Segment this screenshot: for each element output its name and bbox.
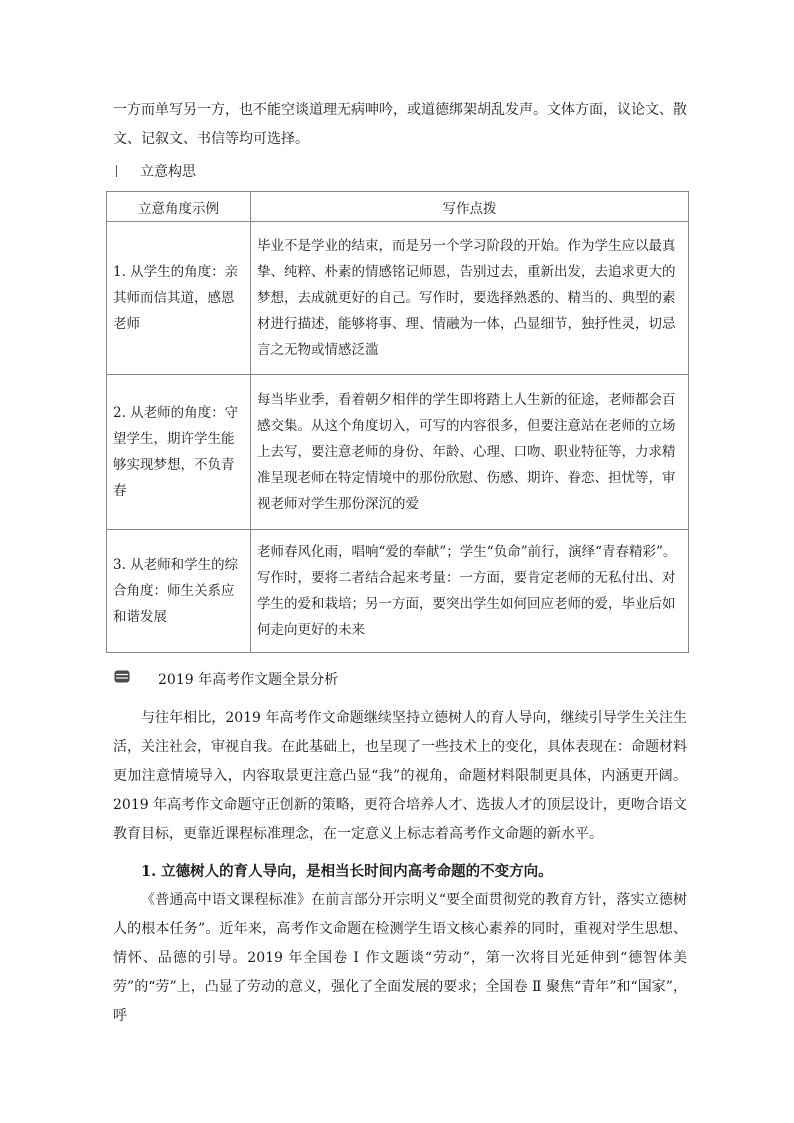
section-marker bbox=[116, 165, 117, 177]
analysis-paragraph-2: 《普通高中语文课程标准》在前言部分开宗明义“要全面贯彻党的教育方针，落实立德树人的根本任务”。近年来，高考作文命题在检测学生语文核心素养的同时，重视对学生思想、情怀、品德的引导。2019 年全国卷 Ⅰ 作文题谈“劳动”，第一次将目光延伸到“德智体美劳”的“劳”上，凸显了劳动的意义，强化了全面发展的要求；全国卷 Ⅱ 聚焦“青年”和“国家”，呼 bbox=[113, 892, 687, 1024]
table-header-tip: 写作点拨 bbox=[251, 192, 689, 222]
table-row bbox=[107, 530, 689, 653]
intro-paragraph: 一方而单写另一方，也不能空谈道理无病呻吟，或道德绑架胡乱发声。文体方面，议论文、散文、记叙文、书信等均可选择。 bbox=[113, 102, 687, 147]
concept-table bbox=[106, 191, 689, 653]
table-row bbox=[107, 375, 689, 530]
table-cell-tip: 每当毕业季，看着朝夕相伴的学生即将踏上人生新的征途，老师都会百感交集。从这个角度切入，可写的内容很多，但要注意站在老师的立场上去写，要注意老师的身份、年龄、心理、口吻、职业特征等，力求精准呈现老师在特定情境中的那份欣慰、伤感、期许、眷恋、担忧等，审视老师对学生那份深沉的爱 bbox=[251, 375, 689, 530]
analysis-title: 2019 年高考作文题全景分析 bbox=[158, 672, 339, 688]
table-row bbox=[107, 222, 689, 375]
analysis-heading: 1. 立德树人的育人导向，是相当长时间内高考命题的不变方向。 bbox=[141, 863, 553, 880]
table-cell-tip: 老师春风化雨，唱响“爱的奉献”；学生“负命”前行，演绎“青春精彩”。写作时，要将二者结合起来考量：一方面，要肯定老师的无私付出、对学生的爱和栽培；另一方面，要突出学生如何回应老师的爱，毕业后如何走向更好的未来 bbox=[251, 530, 689, 653]
table-cell-angle: 2. 从老师的角度：守望学生，期许学生能够实现梦想，不负青春 bbox=[107, 375, 251, 530]
table-cell-angle: 3. 从老师和学生的综合角度：师生关系应和谐发展 bbox=[107, 530, 251, 653]
table-header-angle: 立意角度示例 bbox=[107, 192, 251, 222]
table-cell-angle: 1. 从学生的角度：亲其师而信其道，感恩老师 bbox=[107, 222, 251, 375]
book-icon bbox=[114, 670, 130, 683]
concept-section-title: 立意构思 bbox=[140, 164, 196, 180]
analysis-paragraph: 与往年相比，2019 年高考作文命题继续坚持立德树人的育人导向，继续引导学生关注生活，关注社会，审视自我。在此基础上，也呈现了一些技术上的变化，具体表现在：命题材料更加注意情境导入，内容取景更注意凸显“我”的视角，命题材料限制更具体，内涵更开阔。2019 年高考作文命题守正创新的策略，更符合培养人才、选拔人才的顶层设计，更吻合语文教育目标，更靠近课程标准理念，在一定意义上标志着高考作文命题的新水平。 bbox=[113, 710, 687, 842]
table-cell-tip: 毕业不是学业的结束，而是另一个学习阶段的开始。作为学生应以最真挚、纯粹、朴素的情感铭记师恩，告别过去，重新出发，去追求更大的梦想，去成就更好的自己。写作时，要选择熟悉的、精当的、典型的素材进行描述，能够将事、理、情融为一体，凸显细节，独抒性灵，切忌言之无物或情感泛滥 bbox=[251, 222, 689, 375]
table-header-row bbox=[107, 192, 689, 222]
